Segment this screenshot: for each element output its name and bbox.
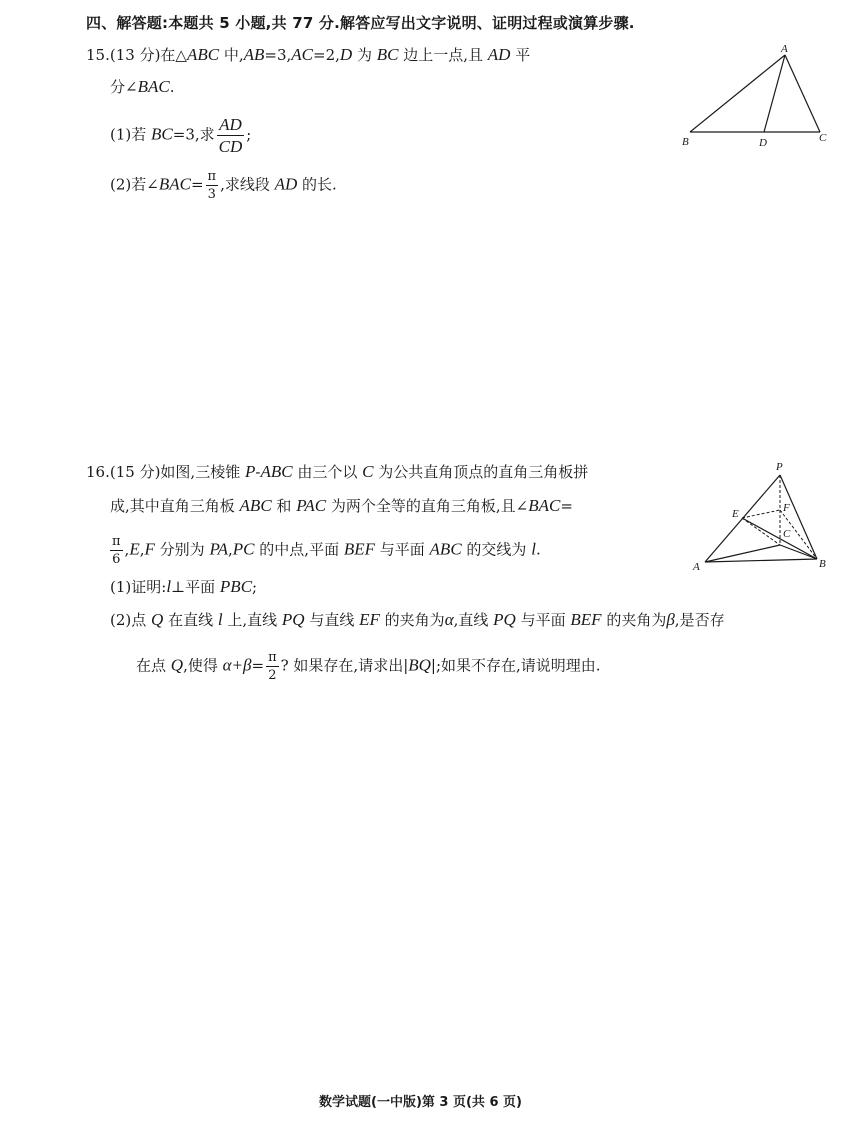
q16-text: ,: [228, 540, 233, 559]
q15-part-1: [110, 116, 251, 155]
q16-text: .: [535, 540, 541, 559]
q16-text: 的交线为: [461, 540, 532, 559]
q16-text: 与平面: [515, 611, 571, 629]
q16-text: 为两个全等的直角三角板,且∠: [326, 497, 529, 515]
label-b: B: [682, 136, 689, 148]
q16-text: 和: [271, 497, 297, 515]
fraction-numerator: AD: [217, 116, 245, 136]
q16-text: ,: [139, 540, 145, 559]
q15-text: 分∠: [110, 78, 138, 96]
q16-text: 上,直线: [222, 611, 282, 629]
q15-text: 中,: [219, 46, 244, 64]
label-a: A: [693, 561, 700, 573]
q16-var: α+β: [222, 655, 252, 675]
q16-text: =: [251, 656, 265, 675]
fraction-denominator: 6: [112, 552, 121, 567]
q15-text: (1)若: [110, 125, 152, 144]
segment-ac: [785, 55, 820, 132]
fraction-numerator: π: [112, 534, 121, 549]
q16-text: 的夹角为: [379, 611, 445, 629]
q16-var: α: [444, 610, 454, 629]
q16-var: F: [144, 539, 155, 559]
q15-var: AC: [291, 45, 314, 64]
q15-var: AB: [243, 45, 265, 64]
q15-triangle-figure: [670, 40, 835, 155]
q15-text: 的长.: [297, 175, 337, 194]
q16-text: 在点: [136, 656, 171, 675]
fraction-numerator: π: [207, 169, 217, 184]
label-a: A: [781, 43, 788, 55]
segment-ec: [742, 518, 780, 545]
q16-var: ABC: [429, 539, 462, 559]
q16-text: ? 如果存在,请求出|: [280, 656, 409, 675]
label-c: C: [819, 132, 827, 144]
segment-ef: [742, 510, 780, 518]
q16-text: ⊥平面: [171, 578, 220, 596]
fraction-denominator: 3: [207, 187, 216, 202]
fraction-denominator: CD: [218, 137, 243, 156]
edge-ac: [705, 545, 780, 562]
q16-text: ,使得: [183, 656, 223, 675]
q16-var: l: [217, 610, 223, 629]
q16-text: 为公共直角顶点的直角三角板拼: [373, 463, 589, 481]
q16-var: BAC: [528, 496, 561, 515]
q16-text: 与直线: [304, 611, 360, 629]
segment-ab: [690, 55, 785, 132]
label-d: D: [759, 137, 767, 149]
q16-number: 16.: [86, 463, 110, 481]
fraction-pi-2: [266, 651, 279, 682]
q16-text: =: [560, 497, 573, 515]
q16-var: PC: [232, 539, 255, 559]
segment-eb: [742, 518, 817, 559]
q16-part-2-cont: [136, 651, 601, 682]
q15-text: 为: [352, 46, 377, 64]
label-e: E: [732, 508, 739, 520]
q15-text: =3,: [264, 46, 292, 64]
q15-var: BAC: [137, 77, 170, 96]
q16-line-1: [86, 461, 588, 483]
q15-text: .: [169, 78, 175, 96]
q16-text: 分别为: [154, 540, 210, 559]
q16-var: BQ: [408, 655, 431, 675]
q16-text: 与平面: [375, 540, 430, 559]
fraction-pi-6: [110, 535, 123, 566]
q16-text: ,直线: [453, 611, 494, 629]
q16-var: EF: [359, 610, 380, 629]
label-b: B: [819, 558, 826, 570]
q16-text: 在直线: [163, 611, 218, 629]
edge-pb: [780, 475, 817, 559]
q16-text: |;如果不存在,请说明理由.: [430, 656, 601, 675]
q16-var: C: [362, 462, 374, 481]
fraction-ad-cd: [217, 116, 245, 155]
q16-var: l: [531, 539, 536, 559]
q16-var: β: [666, 610, 675, 629]
label-c: C: [783, 528, 791, 540]
q16-var: Q: [151, 610, 164, 629]
q16-line-2: [110, 495, 573, 517]
edge-ab: [705, 559, 817, 562]
q16-text: 成,其中直角三角板: [110, 497, 240, 515]
q16-score: (15 分): [109, 463, 161, 481]
q16-var: ABC: [260, 462, 293, 481]
q15-text: ;: [246, 125, 252, 144]
q15-number: 15.: [86, 46, 110, 64]
q15-line-1: [86, 44, 530, 66]
q15-text: =: [190, 175, 204, 194]
q15-part-2: [110, 170, 337, 201]
q16-var: P: [244, 462, 256, 481]
q16-text: 如图,三棱锥: [160, 463, 245, 481]
q16-var: PBC: [219, 577, 253, 596]
label-p: P: [776, 461, 783, 473]
q15-text: =3,求: [172, 125, 215, 144]
q16-var: PQ: [281, 610, 305, 629]
section-heading: 四、解答题:本题共 5 小题,共 77 分.解答应写出文字说明、证明过程或演算步骤.: [86, 14, 635, 32]
q15-text: 在△: [160, 46, 187, 64]
q16-text: -: [255, 463, 261, 481]
q16-var: E: [129, 539, 140, 559]
q16-text: 的中点,平面: [254, 540, 344, 559]
q16-text: 的夹角为: [601, 611, 667, 629]
q16-var: Q: [170, 655, 184, 675]
q16-text: ,: [124, 540, 130, 559]
q15-line-2: [110, 76, 174, 98]
q15-var: BC: [151, 124, 173, 144]
q16-pyramid-figure: [685, 455, 835, 580]
q16-text: 由三个以: [292, 463, 363, 481]
q16-text: (2)点: [110, 611, 152, 629]
q16-var: l: [166, 577, 172, 596]
q16-var: BEF: [343, 539, 375, 559]
fraction-pi-3: [206, 170, 219, 201]
q16-var: ABC: [239, 496, 272, 515]
q15-score: (13 分): [109, 46, 161, 64]
label-f: F: [783, 502, 790, 514]
q15-text: (2)若∠: [110, 175, 159, 194]
q16-text: ,是否存: [674, 611, 725, 629]
q16-part-1: [110, 576, 257, 598]
q15-text: ,求线段: [220, 175, 275, 194]
q15-var: BAC: [158, 174, 191, 194]
q16-part-2: [110, 609, 725, 631]
segment-ad: [764, 55, 785, 132]
q16-var: BEF: [570, 610, 602, 629]
q16-line-3: [108, 535, 541, 566]
q15-var: AD: [487, 45, 511, 64]
page-footer: 数学试题(一中版)第 3 页(共 6 页): [319, 1095, 522, 1110]
q16-text: (1)证明:: [110, 578, 167, 596]
q15-var: ABC: [186, 45, 220, 64]
q15-text: =2,: [313, 46, 340, 64]
q15-var: AD: [274, 174, 298, 194]
q15-text: 平: [510, 46, 531, 64]
q15-var: D: [339, 45, 353, 64]
q15-text: 边上一点,且: [398, 46, 488, 64]
fraction-numerator: π: [268, 650, 277, 665]
q15-var: BC: [376, 45, 399, 64]
q16-var: PQ: [493, 610, 516, 629]
q16-var: PAC: [296, 496, 327, 515]
q16-text: ;: [252, 578, 258, 596]
fraction-denominator: 2: [268, 668, 277, 683]
q16-var: PA: [209, 539, 229, 559]
